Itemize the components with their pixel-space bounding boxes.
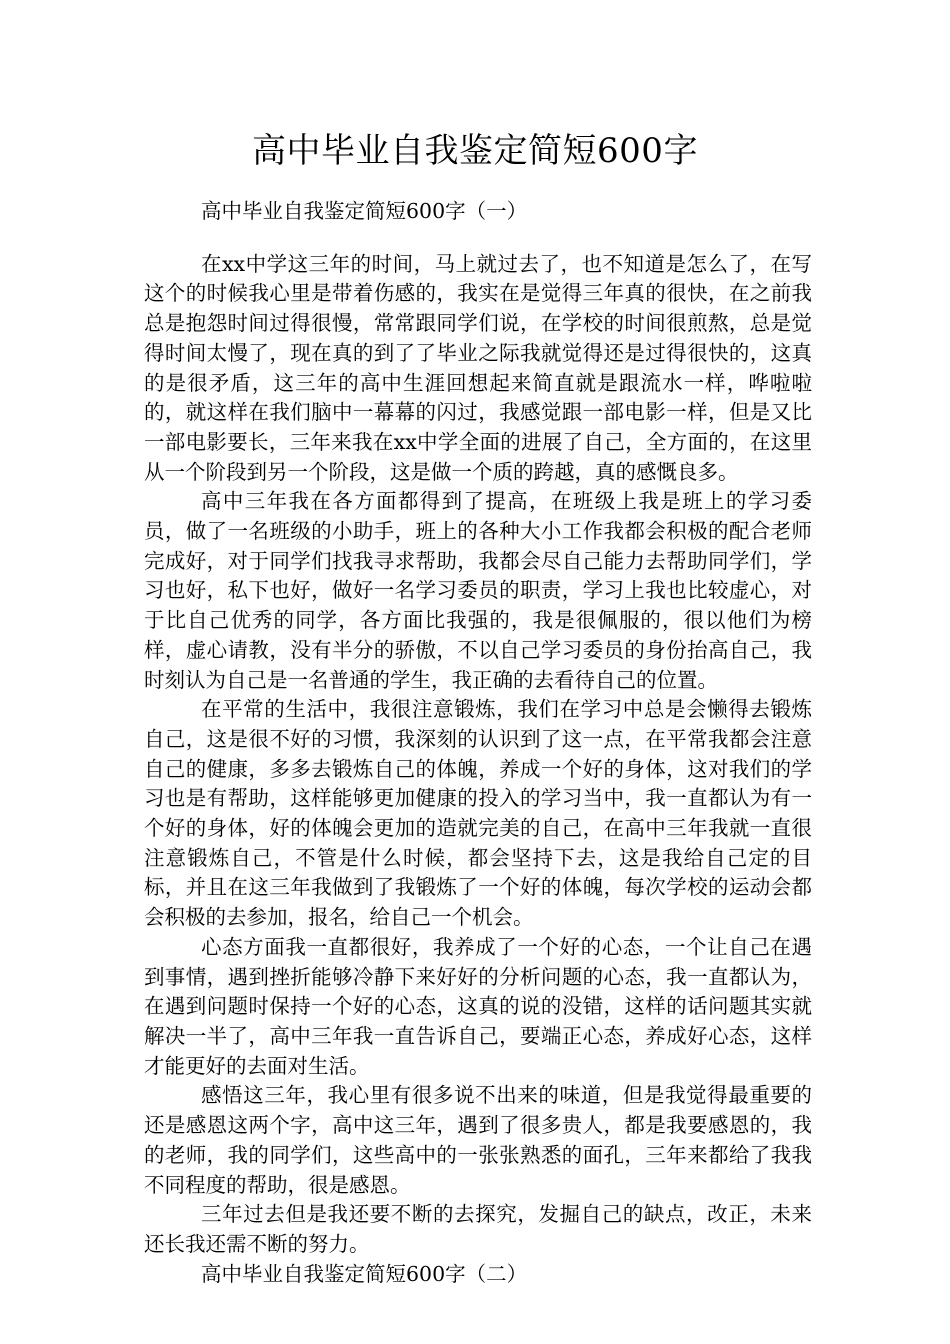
paragraph: 三年过去但是我还要不断的去探究，发掘自己的缺点，改正，未来还长我还需不断的努力。 bbox=[144, 1202, 812, 1256]
document-title: 高中毕业自我鉴定简短600字 bbox=[252, 131, 698, 171]
paragraph: 在平常的生活中，我很注意锻炼，我们在学习中总是会懒得去锻炼自己，这是很不好的习惯，我深刻的认识到了这一点，在平常我都会注意自己的健康，多多去锻炼自己的体魄，养成一个好的身体，这对我们的学习也是有帮助，这样能够更加健康的投入的学习当中，我一直都认为有一个好的身体，好的体魄会更加的造就完美的自己，在高中三年我就一直很注意锻炼自己，不管是什么时候，都会坚持下去，这是我给自己定的目标，并且在这三年我做到了我锻炼了一个好的体魄，每次学校的运动会都会积极的去参加，报名，给自己一个机会。 bbox=[144, 697, 812, 930]
section-heading-2: 高中毕业自我鉴定简短600字（二） bbox=[201, 1261, 528, 1286]
document-body bbox=[144, 197, 812, 1289]
section-heading-1: 高中毕业自我鉴定简短600字（一） bbox=[201, 199, 528, 223]
paragraph: 心态方面我一直都很好，我养成了一个好的心态，一个让自己在遇到事情，遇到挫折能够冷静下来好好的分析问题的心态，我一直都认为，在遇到问题时保持一个好的心态，这真的说的没错，这样的话问题其实就解决一半了，高中三年我一直告诉自己，要端正心态，养成好心态，这样才能更好的去面对生活。 bbox=[144, 934, 812, 1078]
paragraph: 在xx中学这三年的时间，马上就过去了，也不知道是怎么了，在写这个的时候我心里是带着伤感的，我实在是觉得三年真的很快，在之前我总是抱怨时间过得很慢，常常跟同学们说，在学校的时间很煎熬，总是觉得时间太慢了，现在真的到了了毕业之际我就觉得还是过得很快的，这真的是很矛盾，这三年的高中生涯回想起来简直就是跟流水一样，哗啦啦的，就这样在我们脑中一幕幕的闪过，我感觉跟一部电影一样，但是又比一部电影要长，三年来我在xx中学全面的进展了自己，全方面的，在这里从一个阶段到另一个阶段，这是做一个质的跨越，真的感慨良多。 bbox=[144, 251, 812, 484]
paragraph: 感悟这三年，我心里有很多说不出来的味道，但是我觉得最重要的还是感恩这两个字，高中这三年，遇到了很多贵人，都是我要感恩的，我的老师，我的同学们，这些高中的一张张熟悉的面孔，三年来都给了我我不同程度的帮助，很是感恩。 bbox=[144, 1083, 812, 1197]
paragraph: 高中三年我在各方面都得到了提高，在班级上我是班上的学习委员，做了一名班级的小助手，班上的各种大小工作我都会积极的配合老师完成好，对于同学们找我寻求帮助，我都会尽自己能力去帮助同学们，学习也好，私下也好，做好一名学习委员的职责，学习上我也比较虚心，对于比自己优秀的同学，各方面比我强的，我是很佩服的，很以他们为榜样，虚心请教，没有半分的骄傲，不以自己学习委员的身份抬高自己，我时刻认为自己是一名普通的学生，我正确的去看待自己的位置。 bbox=[144, 489, 812, 692]
